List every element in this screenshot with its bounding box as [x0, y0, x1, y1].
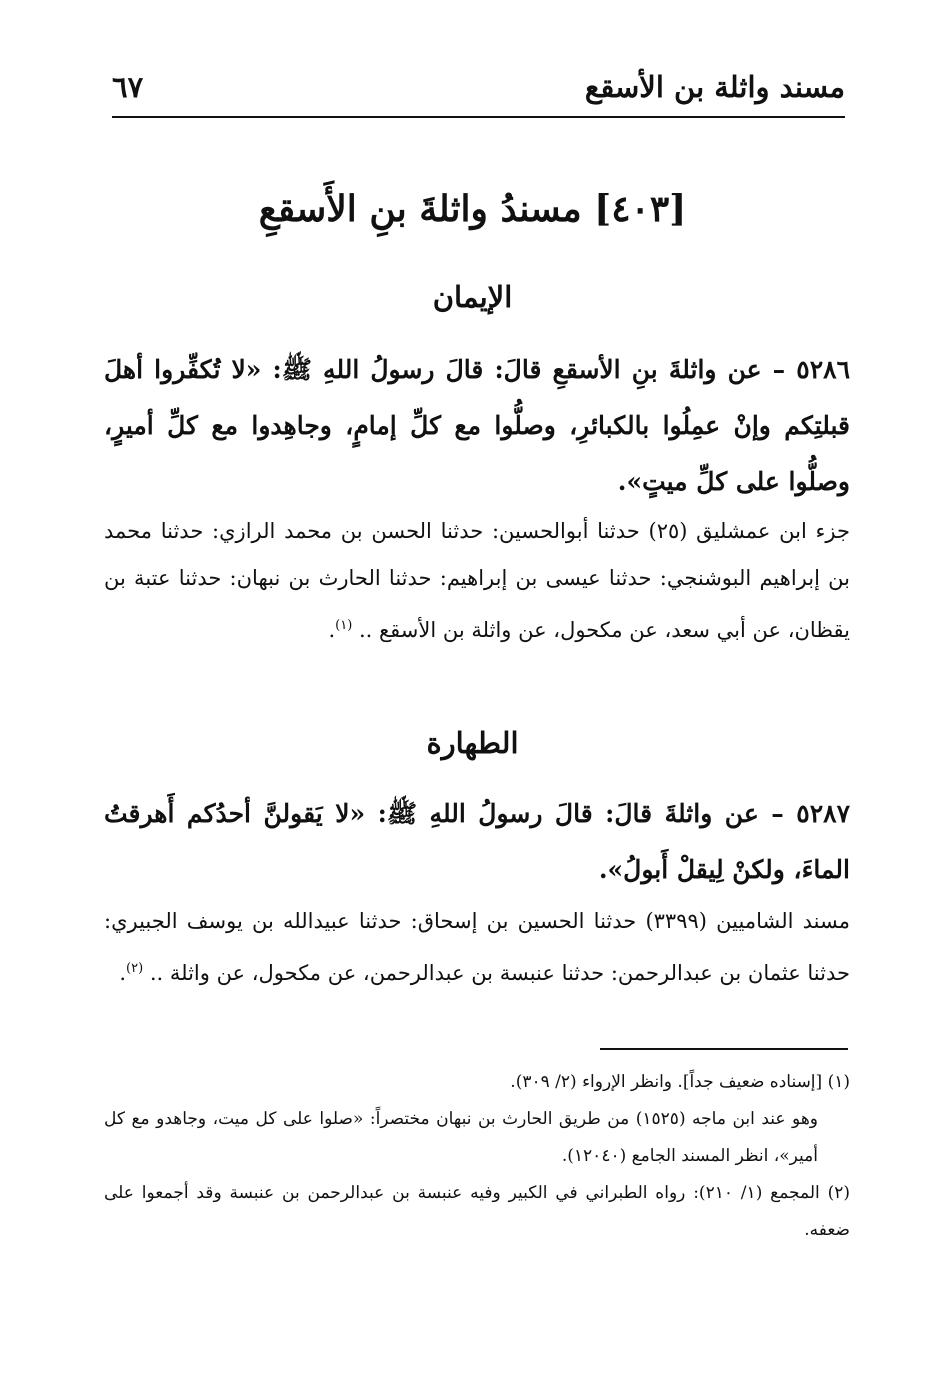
source-text: جزء ابن عمشليق (٢٥) حدثنا أبوالحسين: حدثنا الحسن بن محمد الرازي: حدثنا محمد بن إبراهيم البوشنجي: حدثنا عيسى بن إبراهيم: حدثنا الحارث بن نبهان: حدثنا عتبة بن يقظان، عن أبي سعد، عن مكحول، عن واثلة بن الأسقع ..: [104, 519, 850, 642]
chapter-title: [٤٠٣] مسندُ واثلةَ بنِ الأَسقعِ: [258, 188, 687, 230]
hadith-5286: ٥٢٨٦ – عن واثلةَ بنِ الأسقعِ قالَ: قالَ رسولُ اللهِ ﷺ: «لا تُكفِّروا أهلَ قبلتِكم وإنْ عمِلُوا بالكبائرِ، وصلُّوا مع كلِّ إمامٍ، وجاهِدوا مع كلِّ أميرٍ، وصلُّوا على كلِّ ميتٍ».: [104, 355, 850, 496]
running-title: مسند واثلة بن الأسقع: [584, 70, 845, 104]
section-title-tahara: الطهارة: [426, 726, 519, 760]
source-text: مسند الشاميين (٣٣٩٩) حدثنا الحسين بن إسحاق: حدثنا عبيدالله بن يوسف الجبيري: حدثنا عثمان بن عبدالرحمن: حدثنا عنبسة بن عبدالرحمن، عن مكحول، عن واثلة ..: [104, 909, 850, 985]
hadith-5287: ٥٢٨٧ – عن واثلةَ قالَ: قالَ رسولُ اللهِ ﷺ: «لا يَقولنَّ أحدُكم أَهرقتُ الماءَ، ولكنْ لِيقلْ أَبولُ».: [104, 799, 850, 884]
footnote-ref-2: (٢): [126, 961, 144, 976]
footnote-ref-1: (١): [335, 618, 353, 633]
footnote-2: (٢) المجمع (١/ ٢١٠): رواه الطبراني في الكبير وفيه عنبسة بن عبدالرحمن بن عنبسة وقد أجمعوا على ضعفه.: [104, 1183, 850, 1240]
page-number: ٦٧: [112, 70, 144, 104]
page-header: [112, 62, 845, 112]
source-5287: مسند الشاميين (٣٣٩٩) حدثنا الحسين بن إسحاق: حدثنا عبيدالله بن يوسف الجبيري: حدثنا عثمان بن عبدالرحمن: حدثنا عنبسة بن عبدالرحمن، عن مكحول، عن واثلة .. $^{(٢)}$.: [104, 909, 850, 985]
source-5286: جزء ابن عمشليق (٢٥) حدثنا أبوالحسين: حدثنا الحسن بن محمد الرازي: حدثنا محمد بن إبراهيم البوشنجي: حدثنا عيسى بن إبراهيم: حدثنا الحارث بن نبهان: حدثنا عتبة بن يقظان، عن أبي سعد، عن مكحول، عن واثلة بن الأسقع .. $^{(١)}$.: [104, 519, 850, 642]
footnote-1: (١) [إسناده ضعيف جداً]. وانظر الإرواء (٢/ ٣٠٩).: [510, 1072, 850, 1092]
footnote-divider: [600, 1048, 848, 1050]
footnote-1-continued: وهو عند ابن ماجه (١٥٢٥) من طريق الحارث بن نبهان مختصراً: «صلوا على كل ميت، وجاهدو مع كل أمير»، انظر المسند الجامع (١٢٠٤٠).: [104, 1109, 818, 1166]
footnotes: [104, 1064, 850, 1249]
header-divider: [112, 116, 845, 118]
section-title-iman: الإيمان: [432, 280, 513, 314]
